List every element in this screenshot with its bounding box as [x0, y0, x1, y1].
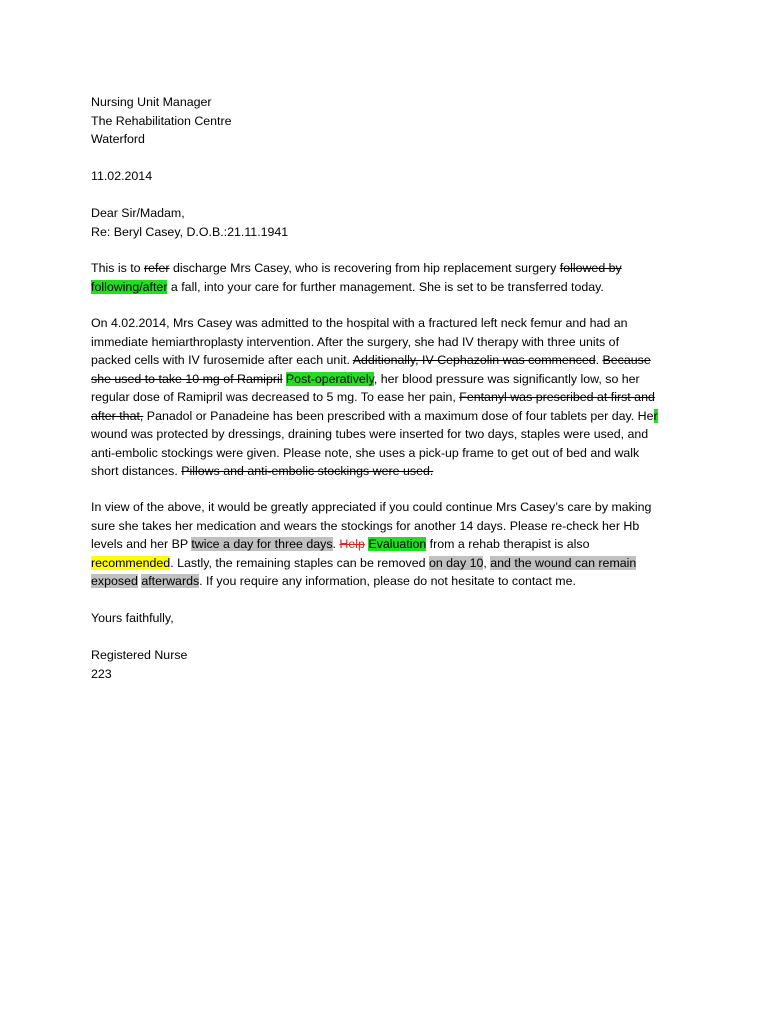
deleted-text: followed by	[559, 261, 622, 275]
paragraph-line	[91, 444, 691, 463]
letter-date	[91, 167, 691, 186]
address-line: Nursing Unit Manager	[91, 95, 212, 109]
highlighted-text: recommended	[91, 555, 171, 570]
address-line: Waterford	[91, 132, 145, 146]
text-run: This is to	[91, 261, 145, 275]
highlighted-text: afterwards	[141, 574, 200, 588]
paragraph-line: On 4.02.2014, Mrs Casey was admitted to the hospital with a fractured left neck femur and had an	[91, 316, 628, 330]
signature-role: Registered Nurse	[91, 648, 188, 662]
paragraph-line	[91, 462, 691, 481]
paragraph-line	[91, 554, 691, 573]
text-run: packed cells with IV furosemide after each unit.	[91, 353, 353, 367]
text-run: was decreased to 5 mg. To ease her pain,	[222, 390, 460, 404]
paragraph-line	[91, 259, 691, 278]
paragraph-line	[91, 370, 691, 389]
text-run: . If you require any information, please do not hesitate to contact me.	[199, 574, 576, 588]
signature-id: 223	[91, 666, 112, 681]
paragraph-intro	[91, 259, 691, 296]
deleted-text: Fentanyl was prescribed at first and	[459, 390, 655, 404]
highlighted-text: r	[653, 408, 658, 423]
deleted-text: after that,	[91, 408, 144, 423]
paragraph-line: sure she takes her medication and wears the stockings for another 14 days. Please re-check her Hb	[91, 518, 640, 533]
text-run: discharge Mrs Casey, who is recovering from hip replacement surgery	[169, 261, 560, 275]
highlighted-text: following/after	[91, 279, 168, 294]
text-run: Panadol or Panadeine has been prescribed	[143, 408, 386, 423]
highlighted-text: twice a day for three days	[191, 537, 333, 551]
text-run: short distances.	[91, 464, 182, 478]
highlighted-text: and the wound can remain	[490, 555, 637, 570]
re-line: Re: Beryl Casey, D.O.B.:21.11.1941	[91, 224, 289, 239]
text-run: a fall, into your care for further management. She is set to be transferred today.	[167, 279, 604, 294]
deleted-text: Help	[339, 537, 365, 551]
closing-text: Yours faithfully,	[91, 611, 174, 625]
deleted-text: refer	[144, 261, 170, 275]
text-run: levels and her BP	[91, 537, 192, 551]
deleted-text: she used to take 10 mg of Ramipril	[91, 371, 283, 386]
paragraph-request	[91, 498, 691, 591]
paragraph-line: In view of the above, it would be greatly appreciated if you could continue Mrs Casey’s care by making	[91, 500, 652, 514]
deleted-text: Additionally, IV Cephazolin was commenced	[352, 353, 596, 367]
text-run: .	[332, 537, 340, 551]
paragraph-line: immediate hemiarthroplasty intervention. After the surgery, she had IV therapy with three units of	[91, 334, 620, 349]
text-run: He	[637, 408, 654, 423]
text-run: . Lastly, the remaining staples can be removed	[170, 555, 429, 570]
text-run: anti-embolic stockings were given. Please note,	[91, 445, 353, 460]
text-run: from a rehab therapist is also	[426, 537, 590, 551]
text-run: , her blood pressure was significantly low, so her	[373, 371, 640, 386]
paragraph-line	[91, 351, 691, 370]
highlighted-text: Post-operatively	[285, 371, 374, 386]
closing-block	[91, 609, 691, 628]
greeting-block	[91, 204, 691, 241]
text-run: .	[595, 353, 603, 367]
paragraph-line	[91, 388, 691, 407]
highlighted-text: Evaluation	[368, 537, 427, 551]
paragraph-line	[91, 535, 691, 554]
signature-block	[91, 646, 691, 683]
salutation: Dear Sir/Madam,	[91, 206, 185, 220]
deleted-text: Because	[602, 353, 651, 367]
paragraph-line	[91, 407, 691, 426]
paragraph-line: wound was protected by dressings, draining tubes were inserted for two days, staples were used, and	[91, 427, 649, 441]
text-run: regular dose of Ramipril	[91, 390, 223, 404]
highlighted-text: exposed	[91, 574, 138, 588]
text-run: she uses a pick-up frame to get out of bed and walk	[352, 445, 640, 460]
date-text: 11.02.2014	[91, 169, 153, 183]
highlighted-text: on day 10	[428, 555, 484, 570]
address-line: The Rehabilitation Centre	[91, 113, 232, 128]
paragraph-history	[91, 314, 691, 481]
recipient-address	[91, 93, 691, 149]
text-run: with a maximum dose of four tablets per day.	[385, 408, 638, 423]
paragraph-line	[91, 278, 691, 297]
deleted-text: Pillows and anti-embolic stockings were used.	[181, 464, 434, 478]
text-run: ,	[483, 555, 491, 570]
paragraph-line	[91, 572, 691, 591]
